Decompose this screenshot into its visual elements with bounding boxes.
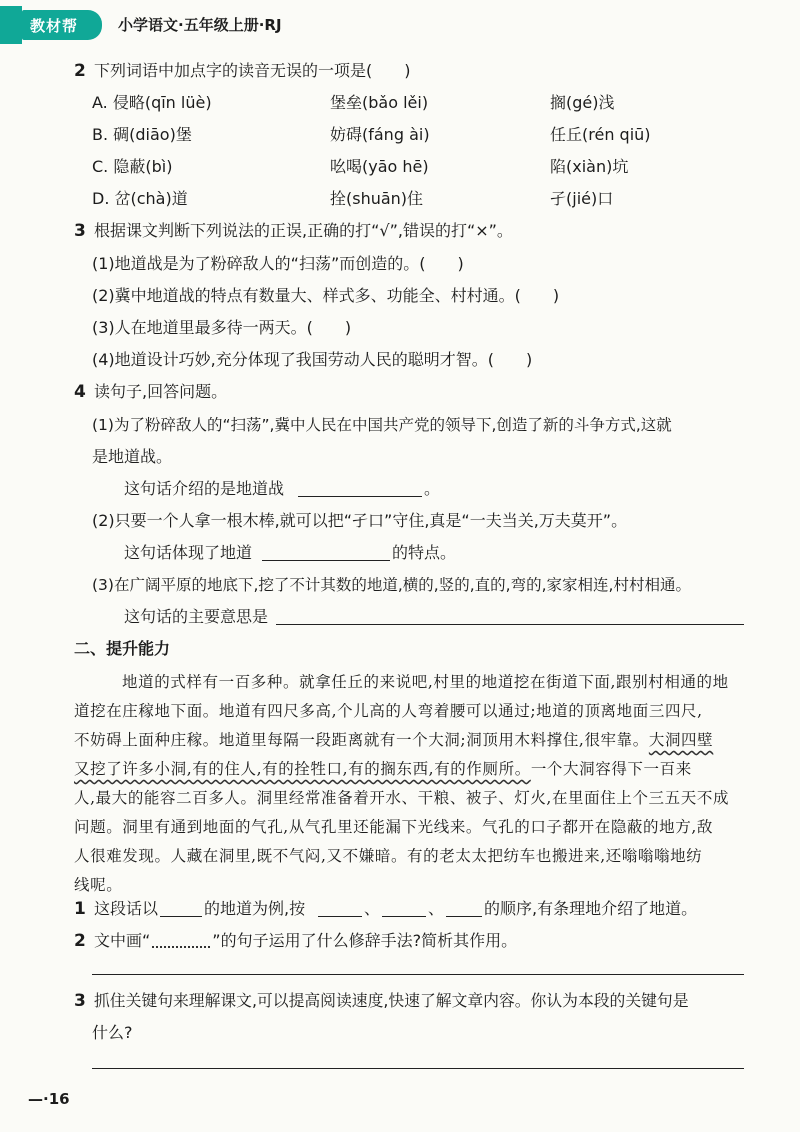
- sq2-answer-line[interactable]: [92, 974, 744, 975]
- q2-option-c-3: 陷(xiàn)坑: [550, 157, 629, 176]
- passage-line-6: 问题。洞里有通到地面的气孔,从气孔里还能漏下光线来。气孔的口子都开在隐蔽的地方,敌: [74, 818, 713, 836]
- passage-line-8: 线呢。: [74, 876, 123, 894]
- q2-option-c-1: C. 隐蔽(bì): [92, 157, 173, 176]
- q4-answer-1-blank[interactable]: [298, 496, 422, 497]
- wavy-underlined-sentence-start: 大洞四壁: [648, 731, 714, 749]
- sq3-answer-line[interactable]: [92, 1068, 744, 1069]
- passage-line-5: 人,最大的能容二百多人。洞里经常准备着开水、干粮、被子、灯火,在里面住上个三五天不成: [74, 789, 730, 807]
- sq2-line: [94, 930, 517, 952]
- q3-stem: 根据课文判断下列说法的正误,正确的打“√”,错误的打“×”。: [94, 221, 513, 240]
- q4-answer-2-end: 的特点。: [392, 543, 457, 562]
- sq2-part-b: ”的句子运用了什么修辞手法?简析其作用。: [212, 931, 518, 950]
- passage-line-4-text: 一个大洞容得下一百来: [530, 760, 692, 778]
- sq2-number: 2: [74, 931, 86, 951]
- q2-option-b-1: B. 碉(diāo)堡: [92, 125, 192, 144]
- brand-badge-label: 教材帮: [30, 17, 79, 35]
- q2-option-a-1: A. 侵略(qīn lüè): [92, 93, 212, 112]
- q2-option-a-2: 堡垒(bǎo lěi): [330, 93, 429, 112]
- q4-answer-3-blank[interactable]: [276, 624, 744, 625]
- q3-item-2: (2)冀中地道战的特点有数量大、样式多、功能全、村村通。( ): [92, 286, 560, 305]
- q2-option-d-1: D. 岔(chà)道: [92, 189, 188, 208]
- sq1-part-a: 这段话以: [94, 899, 159, 918]
- page-number-value: 16: [48, 1090, 70, 1108]
- reading-passage: [74, 668, 752, 900]
- brand-badge: [22, 10, 102, 40]
- q4-sentence-2: (2)只要一个人拿一根木棒,就可以把“孑口”守住,真是“一夫当关,万夫莫开”。: [92, 511, 628, 530]
- passage-line-2: 道挖在庄稼地下面。地道有四尺多高,个儿高的人弯着腰可以通过;地道的顶离地面三四尺,: [74, 702, 703, 720]
- q2-number: 2: [74, 61, 86, 81]
- q4-answer-1-label: 这句话介绍的是地道战: [124, 479, 285, 498]
- sq3-number: 3: [74, 991, 86, 1011]
- q4-answer-3-label: 这句话的主要意思是: [124, 607, 269, 626]
- q4-sentence-1a: (1)为了粉碎敌人的“扫荡”,冀中人民在中国共产党的领导下,创造了新的斗争方式,这就: [92, 416, 672, 434]
- q4-answer-1-end: 。: [424, 479, 441, 498]
- sq1-part-b: 的地道为例,按: [204, 899, 306, 918]
- q2-option-d-2: 拴(shuān)住: [330, 189, 424, 208]
- sq1-blank-1[interactable]: [160, 916, 202, 917]
- q2-option-a-3: 搁(gé)浅: [550, 93, 615, 112]
- passage-line-7: 人很难发现。人藏在洞里,既不气闷,又不嫌暗。有的老太太把纺车也搬进来,还嗡嗡嗡地纺: [74, 847, 703, 865]
- q4-stem: 读句子,回答问题。: [94, 382, 228, 401]
- q2-option-d-3: 孑(jié)口: [550, 189, 614, 208]
- q2-stem: 下列词语中加点字的读音无误的一项是( ): [94, 61, 411, 80]
- book-title: 小学语文·五年级上册·RJ: [118, 16, 282, 34]
- wavy-underlined-sentence-end: 又挖了许多小洞,有的住人,有的拴牲口,有的搁东西,有的作厕所。: [74, 760, 531, 778]
- q2-option-c-2: 吆喝(yāo hē): [330, 157, 429, 176]
- q4-answer-2-blank[interactable]: [262, 560, 390, 561]
- passage-line-4: [74, 755, 752, 784]
- sq3-line-1: 抓住关键句来理解课文,可以提高阅读速度,快速了解文章内容。你认为本段的关键句是: [94, 991, 689, 1010]
- sq2-part-a: 文中画“: [94, 931, 151, 950]
- page-number: —·16: [28, 1090, 70, 1108]
- q3-item-4: (4)地道设计巧妙,充分体现了我国劳动人民的聪明才智。( ): [92, 350, 533, 369]
- q4-answer-2-label: 这句话体现了地道: [124, 543, 253, 562]
- q2-option-b-2: 妨碍(fáng ài): [330, 125, 430, 144]
- header-accent-strip: [0, 6, 22, 44]
- passage-line-1: 地道的式样有一百多种。就拿任丘的来说吧,村里的地道挖在街道下面,跟别村相通的地: [122, 673, 729, 691]
- q4-number: 4: [74, 382, 86, 402]
- wavy-line-sample: [152, 936, 210, 948]
- q4-sentence-3: (3)在广阔平原的地底下,挖了不计其数的地道,横的,竖的,直的,弯的,家家相连,村村相通。: [92, 576, 691, 594]
- q3-number: 3: [74, 221, 86, 241]
- q4-sentence-1b: 是地道战。: [92, 447, 173, 466]
- sq1-blank-4[interactable]: [446, 916, 482, 917]
- sq1-blank-2[interactable]: [318, 916, 362, 917]
- passage-line-3: [74, 726, 752, 755]
- section-title: 二、提升能力: [74, 639, 171, 658]
- passage-line-3-text: 不妨碍上面种庄稼。地道里每隔一段距离就有一个大洞;洞顶用木料撑住,很牢靠。: [74, 731, 649, 749]
- sq1-part-e: 的顺序,有条理地介绍了地道。: [484, 899, 698, 918]
- q2-option-b-3: 任丘(rén qiū): [550, 125, 651, 144]
- sq1-blank-3[interactable]: [382, 916, 426, 917]
- sq3-line-2: 什么?: [92, 1023, 133, 1042]
- sq1-part-d: 、: [428, 899, 445, 918]
- sq1-part-c: 、: [364, 899, 381, 918]
- q3-item-3: (3)人在地道里最多待一两天。( ): [92, 318, 352, 337]
- sq1-number: 1: [74, 899, 86, 919]
- q3-item-1: (1)地道战是为了粉碎敌人的“扫荡”而创造的。( ): [92, 254, 464, 273]
